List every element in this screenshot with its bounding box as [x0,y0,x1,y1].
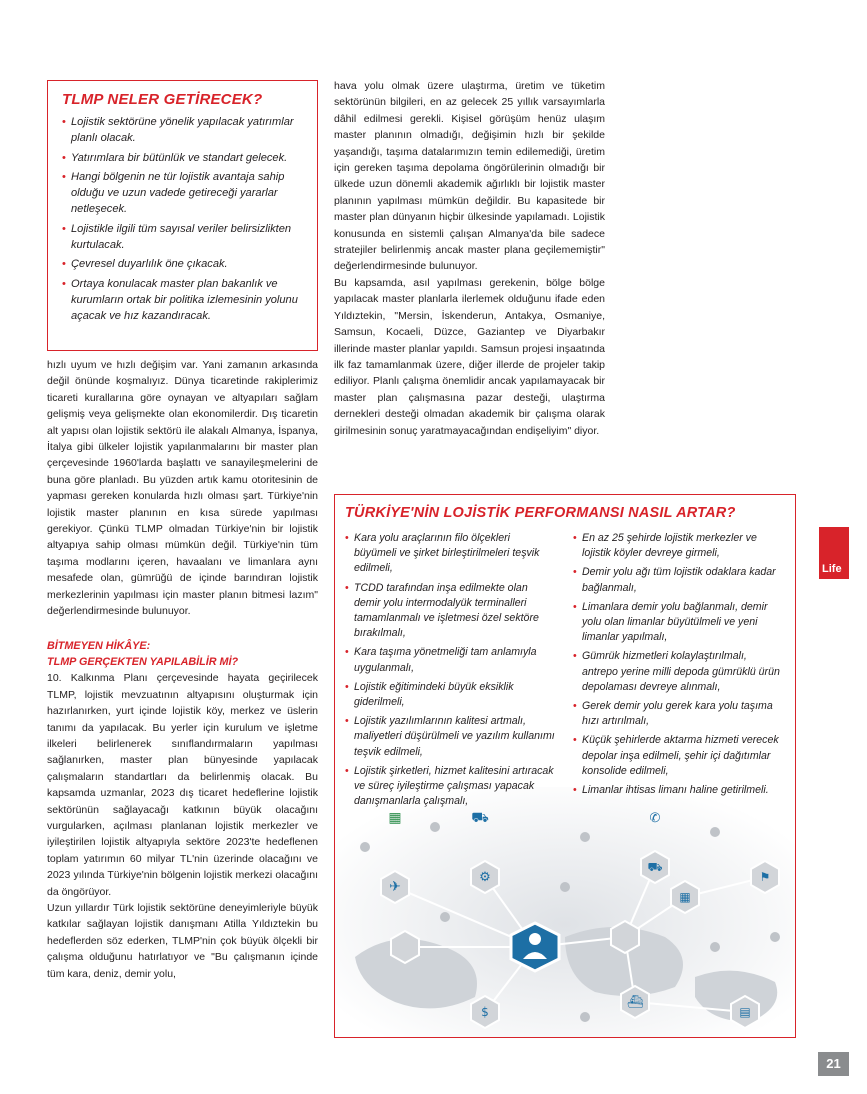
list-item: • Kara taşıma yönetmeliği tam anlamıyla uygulanmalı, [345,645,555,675]
body-paragraph: Uzun yıllardır Türk lojistik sektörüne deneyimleriyle büyük katkılar sağlayan lojistik danışmanı Atilla Yıldıztekin bu hedeflerden söz ederken, TLMP'nin çok büyük ölçekli bir çalışma olduğunu hatırlatıyor ve "Bu çalışmanın içinde tüm kara, deniz, demir yolu, [47,902,318,980]
right-column [334,78,605,439]
list-item: • Yatırımlara bir bütünlük ve standart gelecek. [62,150,305,166]
performance-box [334,494,796,1038]
person-icon [511,923,559,971]
section-tab [819,527,849,579]
page-number: 21 [818,1052,849,1076]
list-item: • Ortaya konulacak master plan bakanlık ve kurumların ortak bir politika izlemesinin yolunu açacak ve hız kazandıracak. [62,276,305,325]
list-item: • Kara yolu araçlarının filo ölçekleri büyümeli ve şirket birleştirilmeleri teşvik edilmeli, [345,531,555,577]
performance-list-right [573,531,783,813]
section-tab-label: Life [822,563,842,575]
svg-text:⛟: ⛟ [647,860,663,874]
svg-text:✈: ✈ [389,879,401,895]
svg-text:▤: ▤ [739,1005,751,1019]
svg-text:⛟: ⛟ [471,810,489,826]
list-item: • Limanlar ihtisas limanı haline getirilmeli. [573,783,783,798]
list-item: • Gerek demir yolu gerek kara yolu taşıma hızı artırılmalı, [573,699,783,729]
list-item: • Lojistikle ilgili tüm sayısal veriler belirsizlikten kurtulacak. [62,221,305,254]
svg-text:⚑: ⚑ [759,870,771,884]
list-item: • En az 25 şehirde lojistik merkezler ve lojistik köyler devreye girmeli, [573,531,783,561]
section-subhead: BİTMEYEN HİKÂYE: [47,639,151,652]
performance-title: TÜRKİYE'NİN LOJİSTİK PERFORMANSI NASIL ARTAR? [345,505,736,521]
body-paragraph: hızlı uyum ve hızlı değişim var. Yani zamanın arkasında değil önünde koşmalıyız. Dünya ticaretinde rakiplerimiz ticareti kurallarına göre oynayan ve altyapıları sağlam gelişmiş veya gelişmekte olan ekonomilerdir. Dış ticaretin alt yapısı olan lojistik sektörü ile alakalı Almanya, İspanya, İtalya gibi ülkeler lojistik yapılanmalarını bir master plan çerçevesinde 1960'larda başlattı ve sanayileşmelerini de buna göre planladı. Bu yüzden artık kamu otoritesinin de yapması gereken konularda hızlı olması şart. Türkiye'nin lojistik master planının en kısa sürede yapılması gerekiyor. Çünkü TLMP olmadan Türkiye'nin bir lojistik altyapıya sahip olması mümkün değil. Türkiye'nin tüm taşıma modlarını içeren, havaalanı ve limanlara aynı mesafede olan, gümrüğü de içinde barındıran lojistik merkezlerinin yapılması için master planın bitmesi lazım" değerlendirmesinde bulunuyor. [47,359,318,618]
list-item: • TCDD tarafından inşa edilmekte olan demir yolu intermodalyük terminalleri tamamlanmalı ve işletmesi özel sektöre bırakılmalı, [345,581,555,642]
body-paragraph: Bu kapsamda, asıl yapılması gerekenin, bölge bölge yapılacak master planlarla ilerlemek olduğunu ifade eden Yıldıztekin, "Mersin, İskenderun, Antakya, Osmaniye, Samsun, Kocaeli, Düzce, Gaziantep ve Diyarbakır illerinde master planlar yapıldı. Samsun projesi inşaatında ilk faz tamamlanmak üzere, diğer illerde de projeler takip ediliyor. Planlı çalışma önemlidir ancak yapılamayacak bir master plan çalışmasına pazar desteği, ulaştırma dernekleri desteği olmadan akademik bir çalışma olarak girilmesinin sonuç yaratmayacağından endişeliyim" diyor. [334,276,605,437]
tlmp-benefits-box [47,80,318,351]
list-item: • Limanlara demir yolu bağlanmalı, demir yolu olan limanlar büyütülmeli ve yeni limanlar yapılmalı, [573,600,783,646]
list-item: • Gümrük hizmetleri kolaylaştırılmalı, antrepo yerine milli depoda gümrüklü ürün depolaması devreye alınmalı, [573,649,783,695]
body-paragraph: 10. Kalkınma Planı çerçevesinde hayata geçirilecek TLMP, lojistik mevzuatının altyapısını oluşturmak için hazırlanırken, yurt içinde lojistik köy, merkez ve üslerin tanımı da yapılacak. Bu yerler için kurulum ve işletme ilkeleri belirlenerek sınıflandırmaların yapılması sağlanırken, master plan bünyesinde yapılacak çalışmaların standartları da belirlenmiş olacak. Bu kapsamda uzmanlar, 2023 dış ticaret hedeflerine lojistik sektörünün sağlayacağı katkının büyük olacağını vurgularken, açılması planlanan lojistik merkezler ve iyileştirilen lojistik altyapıyla sektöre 2023'te hedeflenen toplam yatırımın 60 milyar TL'nin üzerinde olacağını ve 2023 yılında Türkiye'nin bölgenin lojistik merkezi olacağını da öngörüyor. [47,672,318,898]
svg-text:$: $ [481,1005,489,1019]
performance-list-left [345,531,555,813]
svg-text:▦: ▦ [679,890,691,904]
svg-text:▦: ▦ [388,810,402,826]
left-column [47,357,318,982]
svg-text:⚙: ⚙ [479,870,491,885]
list-item: • Demir yolu ağı tüm lojistik odaklara kadar bağlanmalı, [573,565,783,595]
section-subhead: TLMP GERÇEKTEN YAPILABİLİR Mİ? [47,655,239,668]
logistics-network-illustration [335,787,795,1037]
svg-text:⛴: ⛴ [626,995,644,1010]
list-item: • Lojistik sektörüne yönelik yapılacak yatırımlar planlı olacak. [62,114,305,147]
list-item: • Lojistik yazılımlarının kalitesi artmalı, maliyetleri düşürülmeli ve yazılım kullanımı teşvik edilmeli, [345,714,555,760]
list-item: • Çevresel duyarlılık öne çıkacak. [62,256,305,272]
list-item: • Küçük şehirlerde aktarma hizmeti verecek depolar inşa edilmeli, şehir içi dağıtımlar konsolide edilmeli, [573,733,783,779]
list-item: • Lojistik eğitimindeki büyük eksiklik giderilmeli, [345,680,555,710]
list-item: • Hangi bölgenin ne tür lojistik avantaja sahip olduğu ve uzun vadede getireceği yararlar netleşecek. [62,169,305,218]
body-paragraph: hava yolu olmak üzere ulaştırma, üretim ve tüketim sektörünün bilgileri, en az gelecek 25 yıllık varsayımlarla dâhil edilmesi gerekli. Kişisel görüşüm henüz ulaşım master planının olmadığı, değişimin hızlı bir şekilde yaşandığı, taşıma datalarımızın temin edilemediği, üretim için gereken taşıma depolama öngörülerinin olmadığı bir ülkede uzun dönemli akademik ağırlıklı bir lojistik master planının yapılması mümkün değildir. Bu kapasitede bir master plan dünyanın hiçbir ülkesinde yapılamadı. Lojistik konusunda en sistemli çalışan Almanya'da bile sadece stratejiler belirlenmiş ancak master plana geçilememiştir" değerlendirmesinde bulunuyor. [334,80,605,273]
svg-text:✆: ✆ [649,811,661,826]
list-item: • Lojistik şirketleri, hizmet kalitesini artıracak ve süreç iyileştirme çalışması yapacak danışmanlarla çalışmalı, [345,764,555,810]
tlmp-benefits-list [62,114,305,325]
tlmp-benefits-title: TLMP NELER GETİRECEK? [62,91,263,108]
